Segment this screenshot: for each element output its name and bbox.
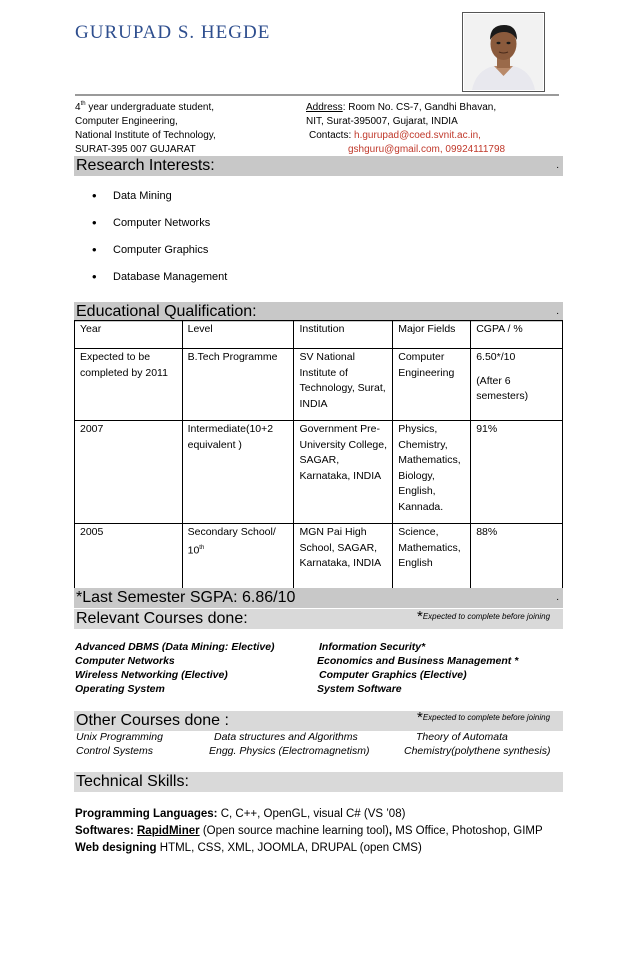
address-line: Address: Room No. CS-7, Gandhi Bhavan, xyxy=(306,102,497,113)
cell-score: 91% xyxy=(471,421,563,524)
other-courses-col1 xyxy=(76,730,163,758)
cell-year: 2005 xyxy=(75,524,183,589)
cell-institution: Government Pre-University College, SAGAR, Karnataka, INDIA xyxy=(294,421,393,524)
list-item: • Computer Graphics xyxy=(92,244,227,271)
cell-score: 88% xyxy=(471,524,563,589)
list-item: System Software xyxy=(317,683,402,695)
relevant-courses-left xyxy=(75,640,275,696)
header-year: Year xyxy=(75,321,183,349)
cell-major: Computer Engineering xyxy=(393,349,471,421)
list-item: Control Systems xyxy=(76,745,154,757)
table-row xyxy=(75,349,563,421)
list-item: Operating System xyxy=(75,683,165,695)
table-header-row xyxy=(75,321,563,349)
header-left-block xyxy=(75,101,216,157)
header-cgpa: CGPA / % xyxy=(471,321,563,349)
cell-major: Physics, Chemistry, Mathematics, Biology, English, Kannada. xyxy=(393,421,471,524)
portrait-image xyxy=(464,14,543,90)
cell-institution: SV National Institute of Technology, Surat, INDIA xyxy=(294,349,393,421)
programming-languages-line: Programming Languages: C, C++, OpenGL, visual C# (VS ’08) xyxy=(75,808,406,820)
department-line: Computer Engineering, xyxy=(75,116,178,127)
list-item: • Computer Networks xyxy=(92,217,227,244)
header-level: Level xyxy=(182,321,294,349)
relevant-courses-right xyxy=(317,640,518,696)
research-interests-heading: Research Interests: . xyxy=(74,156,563,176)
year-line: 4th year undergraduate student, xyxy=(75,101,215,113)
institute-line: National Institute of Technology, xyxy=(75,130,216,141)
header-divider xyxy=(75,94,559,96)
contacts-line-2[interactable]: gshguru@gmail.com, 09924111798 xyxy=(348,144,506,155)
technical-skills-body xyxy=(75,806,543,857)
education-table xyxy=(74,320,563,589)
relevant-courses-heading: Relevant Courses done: xyxy=(74,609,563,629)
table-row xyxy=(75,524,563,589)
list-item: Theory of Automata xyxy=(416,731,508,743)
cell-major: Science, Mathematics, English xyxy=(393,524,471,589)
list-item: Unix Programming xyxy=(76,731,163,743)
list-item: Wireless Networking (Elective) xyxy=(75,669,228,681)
list-item: Data structures and Algorithms xyxy=(214,731,358,743)
other-courses-col3 xyxy=(404,730,550,758)
list-item: Economics and Business Management * xyxy=(317,655,519,667)
list-item: Engg. Physics (Electromagnetism) xyxy=(209,745,370,757)
technical-skills-heading: Technical Skills: xyxy=(74,772,563,792)
other-expected-note: *Expected to complete before joining xyxy=(417,709,551,726)
other-courses-col2 xyxy=(209,730,369,758)
cell-level: Intermediate(10+2 equivalent ) xyxy=(182,421,294,524)
other-courses-heading: Other Courses done : xyxy=(74,711,563,731)
cell-level: Secondary School/ 10th xyxy=(182,524,294,589)
sgpa-band: *Last Semester SGPA: 6.86/10 . xyxy=(74,588,563,608)
cell-year: Expected to be completed by 2011 xyxy=(75,349,183,421)
cell-institution: MGN Pai High School, SAGAR, Karnataka, INDIA xyxy=(294,524,393,589)
header-major: Major Fields xyxy=(393,321,471,349)
web-designing-line: Web designing HTML, CSS, XML, JOOMLA, DRUPAL (open CMS) xyxy=(75,842,422,854)
list-item: • Database Management xyxy=(92,271,227,298)
city-line: SURAT-395 007 GUJARAT xyxy=(75,144,196,155)
list-item: Chemistry(polythene synthesis) xyxy=(404,745,551,757)
list-item: Information Security* xyxy=(319,641,426,653)
header-institution: Institution xyxy=(294,321,393,349)
relevant-expected-note: *Expected to complete before joining xyxy=(417,608,551,625)
education-heading: Educational Qualification: . xyxy=(74,302,563,322)
table-row xyxy=(75,421,563,524)
header-right-block xyxy=(306,101,556,157)
research-interests-list xyxy=(92,190,227,298)
address-line-2: NIT, Surat-395007, Gujarat, INDIA xyxy=(306,116,458,127)
resume-name: GURUPAD S. HEGDE xyxy=(75,22,271,43)
list-item: Computer Networks xyxy=(75,655,175,667)
cell-level: B.Tech Programme xyxy=(182,349,294,421)
cell-score: 6.50*/10 (After 6 semesters) xyxy=(471,349,563,421)
profile-photo xyxy=(462,12,545,92)
list-item: Computer Graphics (Elective) xyxy=(319,669,467,681)
contacts-line: Contacts: h.gurupad@coed.svnit.ac.in, xyxy=(309,130,481,141)
list-item: Advanced DBMS (Data Mining: Elective) xyxy=(75,641,275,653)
softwares-line: Softwares: RapidMiner (Open source machine learning tool), MS Office, Photoshop, GIMP xyxy=(75,825,543,837)
cell-year: 2007 xyxy=(75,421,183,524)
email-link[interactable]: h.gurupad@coed.svnit.ac.in, xyxy=(354,130,481,141)
list-item: • Data Mining xyxy=(92,190,227,217)
